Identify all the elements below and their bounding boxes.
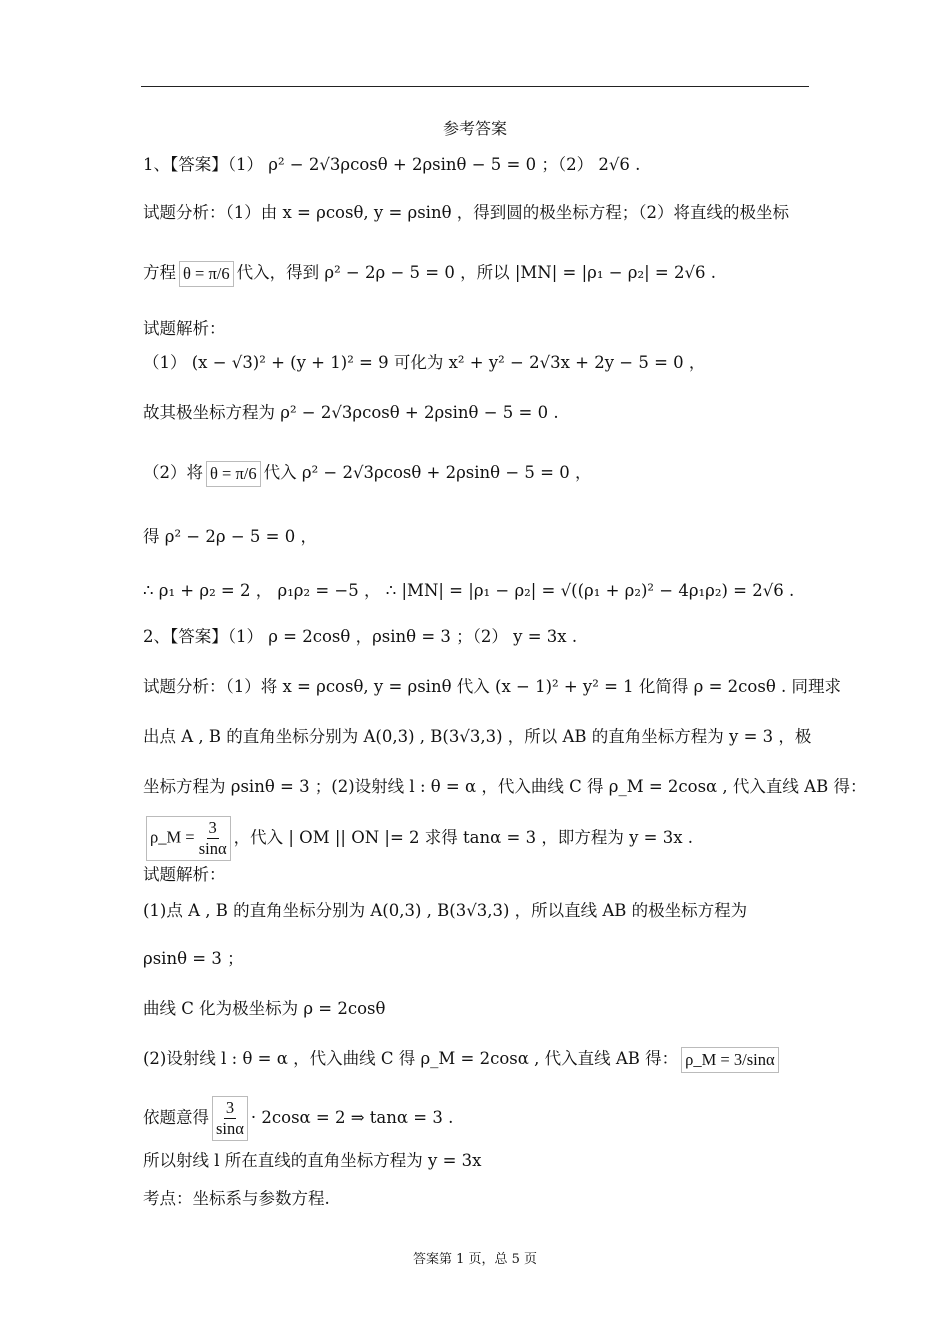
- solution-2-step-5: [143, 1096, 453, 1141]
- analysis-2-line-2: 出点 A , B 的直角坐标分别为 A(0,3) , B(3√3,3) ，所以 AB 的直角坐标方程为 y = 3 ，极: [143, 727, 812, 746]
- page-title: 参考答案: [442, 119, 507, 138]
- theta-equation: θ = π/6: [179, 261, 234, 287]
- solution-1-step-3-rest: 代入 ρ² − 2√3ρcosθ + 2ρsinθ − 5 = 0 ，: [263, 463, 592, 482]
- analysis-1-line-1: 试题分析：（1）由 x = ρcosθ, y = ρsinθ ，得到圆的极坐标方程；（2）将直线的极坐标: [143, 203, 790, 222]
- solution-2-step-5-rest: · 2cosα = 2 ⇒ tanα = 3 .: [250, 1108, 454, 1127]
- solution-1-step-3: [143, 460, 591, 487]
- solution-2-conclusion: 所以射线 l 所在直线的直角坐标方程为 y = 3x: [143, 1151, 482, 1170]
- solution-2-step-5-prefix: 依题意得: [143, 1108, 209, 1127]
- answer-2: 2、【答案】（1） ρ = 2cosθ ，ρsinθ = 3 ；（2） y = 3x .: [143, 627, 578, 646]
- solution-2-step-4: [143, 1046, 782, 1073]
- analysis-2-line-4-rest: ，代入 | OM || ON |= 2 求得 tanα = 3 ，即方程为 y = 3x .: [233, 828, 693, 847]
- solution-2-step-2: ρsinθ = 3 ；: [143, 949, 244, 968]
- rho-m-equation: ρ_M = $\frac{3}{\sin\alpha}$: [146, 816, 231, 861]
- header-rule: [141, 86, 809, 87]
- analysis-1-rest: 代入，得到 ρ² − 2ρ − 5 = 0 ，所以 |MN| = |ρ₁ − ρ₂| = 2√6 .: [236, 263, 716, 282]
- fraction-3-over-sin: $\frac{3}{\sin\alpha}$: [212, 1096, 248, 1141]
- analysis-2-line-3: 坐标方程为 ρsinθ = 3 ；(2)设射线 l : θ = α ，代入曲线 C 得 ρ_M = 2cosα , 代入直线 AB 得：: [143, 777, 867, 796]
- answer-1: 1、【答案】（1） ρ² − 2√3ρcosθ + 2ρsinθ − 5 = 0 ；（2） 2√6 .: [143, 155, 641, 174]
- analysis-2-line-4: [143, 816, 693, 861]
- solution-1-step-2: 故其极坐标方程为 ρ² − 2√3ρcosθ + 2ρsinθ − 5 = 0 .: [143, 403, 559, 422]
- solution-2-step-4-text: (2)设射线 l : θ = α ，代入曲线 C 得 ρ_M = 2cosα , 代入直线 AB 得：: [143, 1049, 679, 1068]
- solution-2-step-1: (1)点 A , B 的直角坐标分别为 A(0,3) , B(3√3,3) ，所以直线 AB 的极坐标方程为: [143, 901, 748, 920]
- theta-equation-2: θ = π/6: [206, 461, 261, 487]
- analysis-2-line-1: 试题分析：（1）将 x = ρcosθ, y = ρsinθ 代入 (x − 1)² + y² = 1 化简得 ρ = 2cosθ . 同理求: [143, 677, 841, 696]
- solution-1-step-3-prefix: （2）将: [143, 463, 203, 482]
- rho-m-equation-2: ρ_M = 3/sinα: [681, 1047, 778, 1073]
- analysis-1-line-2: [143, 260, 716, 287]
- page-footer: 答案第 1 页，总 5 页: [412, 1252, 538, 1267]
- analysis-1-prefix: 方程: [143, 263, 176, 282]
- solution-1-heading: 试题解析：: [143, 319, 226, 338]
- solution-1-step-5: ∴ ρ₁ + ρ₂ = 2 ， ρ₁ρ₂ = −5 ， ∴ |MN| = |ρ₁ − ρ₂| = √((ρ₁ + ρ₂)² − 4ρ₁ρ₂) = 2√6 .: [143, 581, 795, 600]
- solution-2-heading: 试题解析：: [143, 865, 226, 884]
- key-point: 考点：坐标系与参数方程.: [143, 1189, 330, 1208]
- solution-1-step-1: （1） (x − √3)² + (y + 1)² = 9 可化为 x² + y² − 2√3x + 2y − 5 = 0 ，: [143, 353, 706, 372]
- solution-2-step-3: 曲线 C 化为极坐标为 ρ = 2cosθ: [143, 999, 386, 1018]
- solution-1-step-4: 得 ρ² − 2ρ − 5 = 0 ，: [143, 527, 317, 546]
